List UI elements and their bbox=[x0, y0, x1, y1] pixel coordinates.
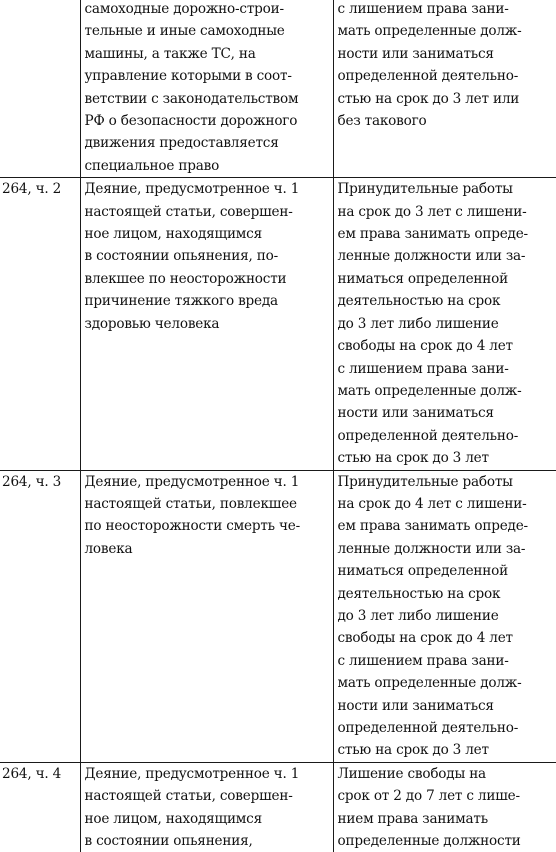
penalty-line: ности или заниматься bbox=[337, 405, 494, 422]
penalty-line: мать определенные долж- bbox=[337, 23, 522, 40]
penalty-line: ниматься определенной bbox=[337, 563, 508, 580]
penalty-line: деятельностью на срок bbox=[337, 293, 501, 310]
article-number: 264, ч. 4 bbox=[2, 765, 62, 782]
penalty-line: мать определенные долж- bbox=[337, 675, 522, 692]
penalty-line: мать определенные долж- bbox=[337, 382, 522, 399]
penalty-line: на срок до 3 лет с лишени- bbox=[337, 203, 527, 220]
penalty-line: определенной деятельно- bbox=[337, 68, 519, 85]
penalty-line: ниматься определенной bbox=[337, 270, 508, 287]
penalty-line: на срок до 4 лет с лишени- bbox=[337, 495, 527, 512]
penalty-line: без такового bbox=[337, 113, 427, 130]
penalty-line: до 3 лет либо лишение bbox=[337, 315, 499, 332]
act-line: причинение тяжкого вреда bbox=[84, 293, 278, 310]
penalty-line: Принудительные работы bbox=[337, 473, 513, 490]
penalty-cell bbox=[333, 178, 556, 470]
table-row bbox=[0, 0, 556, 178]
penalty-line: ленные должности или за- bbox=[337, 248, 526, 265]
penalty-line: ности или заниматься bbox=[337, 697, 494, 714]
act-line: в состоянии опьянения, по- bbox=[84, 248, 278, 265]
penalty-line: стью на срок до 3 лет bbox=[337, 742, 489, 759]
act-line: настоящей статьи, повлекшее bbox=[84, 495, 297, 512]
penalty-line: деятельностью на срок bbox=[337, 585, 501, 602]
penalty-line: с лишением права зани- bbox=[337, 1, 509, 17]
act-line: самоходные дорожно-строи- bbox=[84, 1, 284, 17]
penalty-line: стью на срок до 3 лет bbox=[337, 450, 489, 467]
article-cell bbox=[0, 762, 80, 852]
act-line: тельные и иные самоходные bbox=[84, 23, 285, 40]
penalty-line: Лишение свободы на bbox=[337, 765, 486, 782]
act-cell bbox=[80, 470, 333, 762]
article-cell bbox=[0, 470, 80, 762]
penalty-line: до 3 лет либо лишение bbox=[337, 607, 499, 624]
penalty-line: ем права занимать опреде- bbox=[337, 226, 528, 243]
act-cell bbox=[80, 0, 333, 178]
act-line: ное лицом, находящимся bbox=[84, 226, 262, 243]
article-cell bbox=[0, 178, 80, 470]
penalty-line: определенной деятельно- bbox=[337, 720, 519, 736]
act-line: Деяние, предусмотренное ч. 1 bbox=[84, 181, 300, 198]
act-line: по неосторожности смерть че- bbox=[84, 518, 301, 535]
penalty-line: свободы на срок до 4 лет bbox=[337, 630, 513, 647]
act-line: ное лицом, находящимся bbox=[84, 810, 262, 827]
act-cell bbox=[80, 762, 333, 852]
act-line: Деяние, предусмотренное ч. 1 bbox=[84, 765, 300, 782]
act-line: ловека bbox=[84, 540, 133, 557]
act-line: РФ о безопасности дорожного bbox=[84, 113, 298, 130]
penalty-line: с лишением права зани- bbox=[337, 360, 509, 377]
table-row bbox=[0, 470, 556, 762]
penalty-line: ленные должности или за- bbox=[337, 540, 526, 557]
penalty-line: срок от 2 до 7 лет с лише- bbox=[337, 788, 520, 805]
act-line: машины, а также ТС, на bbox=[84, 45, 256, 62]
act-cell bbox=[80, 178, 333, 470]
penalty-line: определенной деятельно- bbox=[337, 427, 519, 444]
article-cell bbox=[0, 0, 80, 178]
penalty-line: определенные должности bbox=[337, 833, 521, 850]
penalty-line: стью на срок до 3 лет или bbox=[337, 90, 520, 107]
article-number: 264, ч. 3 bbox=[2, 473, 62, 490]
act-line: настоящей статьи, совершен- bbox=[84, 788, 293, 805]
penalty-line: с лишением права зани- bbox=[337, 652, 509, 669]
table-row bbox=[0, 762, 556, 852]
act-line: здоровью человека bbox=[84, 315, 220, 332]
act-line: движения предоставляется bbox=[84, 135, 279, 152]
penalty-line: ем права занимать опреде- bbox=[337, 518, 528, 535]
act-line: влекшее по неосторожности bbox=[84, 270, 287, 287]
act-line: ветствии с законодательством bbox=[84, 90, 299, 107]
penalty-line: свободы на срок до 4 лет bbox=[337, 338, 513, 355]
table-row bbox=[0, 178, 556, 470]
penalty-line: Принудительные работы bbox=[337, 181, 513, 198]
act-line: в состоянии опьянения, bbox=[84, 833, 253, 850]
act-line: Деяние, предусмотренное ч. 1 bbox=[84, 473, 300, 490]
penalty-cell bbox=[333, 0, 556, 178]
act-line: специальное право bbox=[84, 157, 220, 174]
penalty-cell bbox=[333, 762, 556, 852]
act-line: управление которыми в соот- bbox=[84, 68, 292, 85]
article-number: 264, ч. 2 bbox=[2, 181, 62, 198]
penalty-line: ности или заниматься bbox=[337, 45, 494, 62]
act-line: настоящей статьи, совершен- bbox=[84, 203, 293, 220]
penalty-line: нием права занимать bbox=[337, 810, 488, 827]
penalty-cell bbox=[333, 470, 556, 762]
